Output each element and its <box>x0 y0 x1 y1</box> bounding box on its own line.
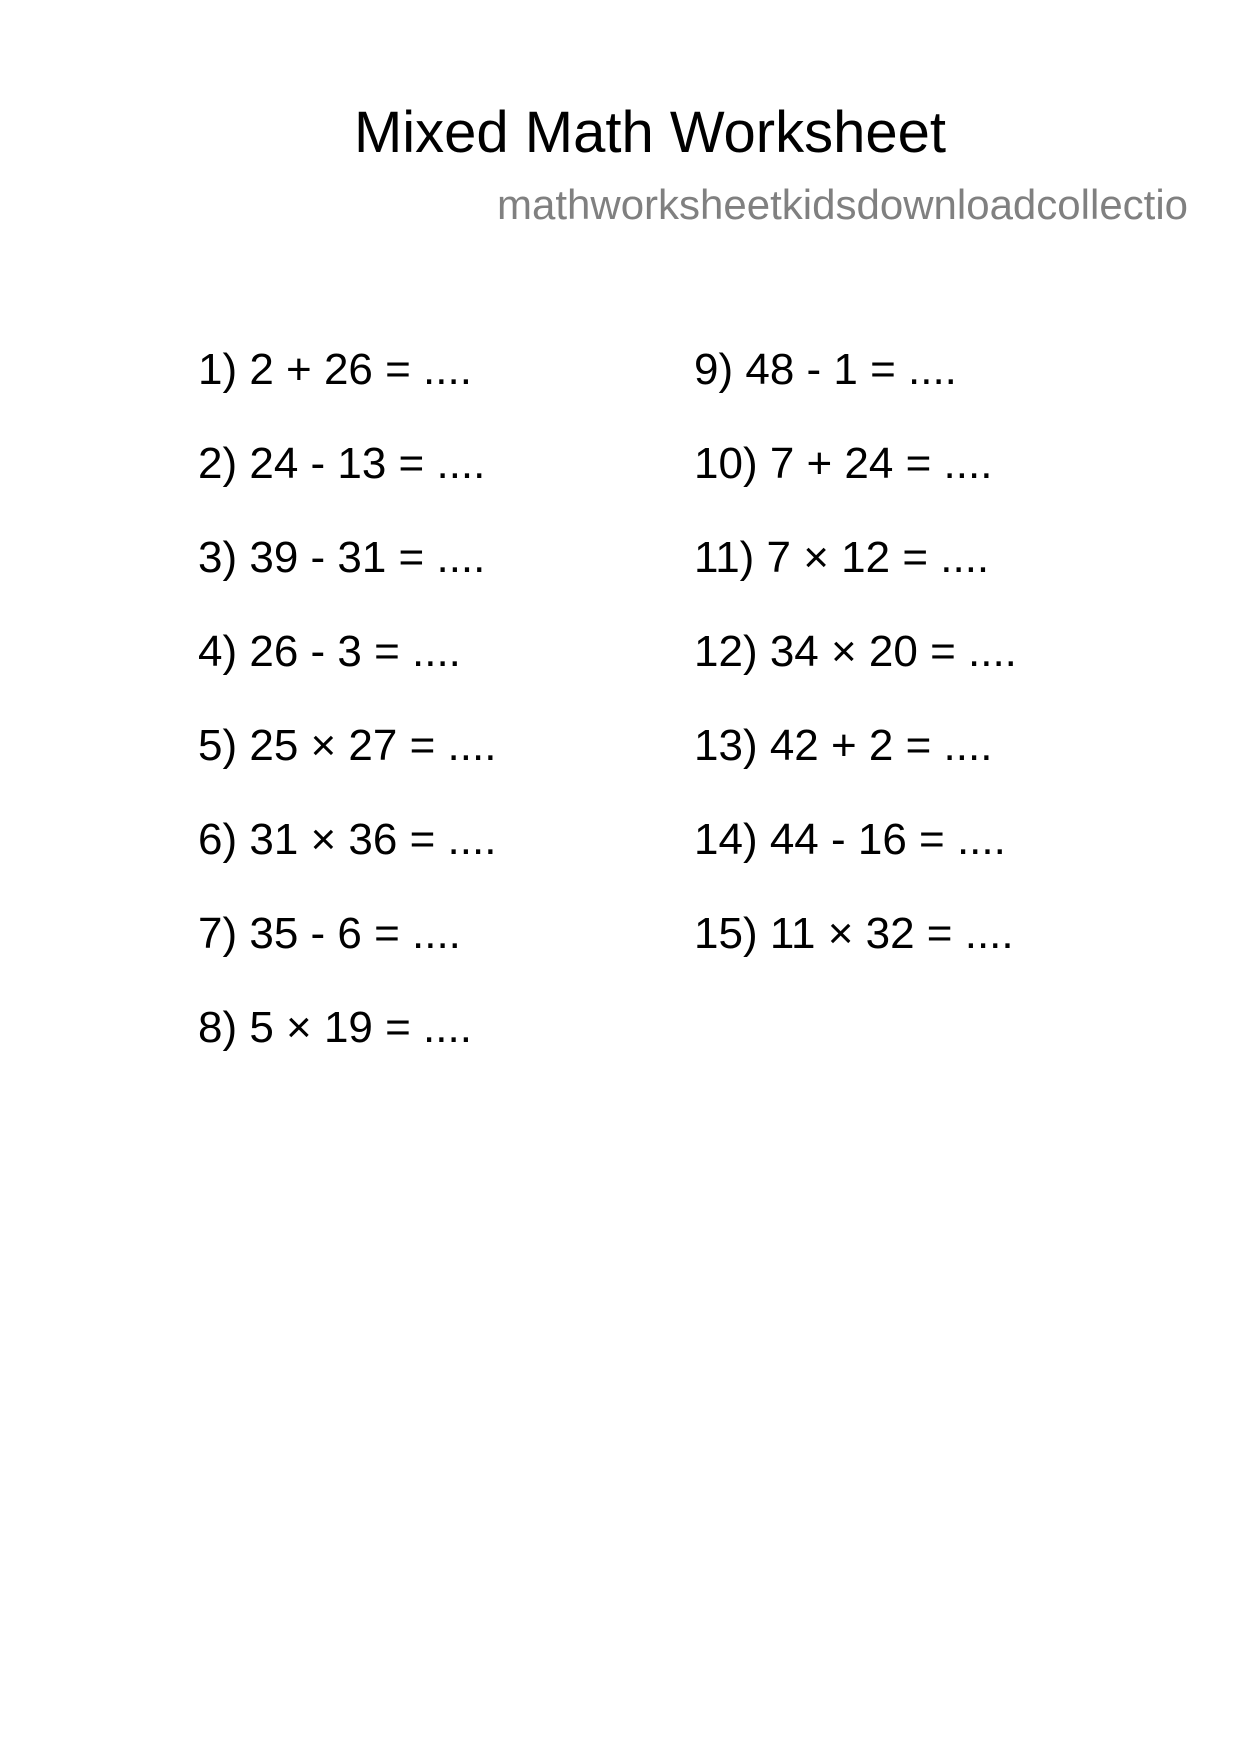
page-subtitle: mathworksheetkidsdownloadcollectio <box>497 181 1189 228</box>
page-title: Mixed Math Worksheet <box>353 100 947 165</box>
problem-list-right <box>694 344 1017 1002</box>
problem-item: 11) 7 × 12 = .... <box>694 533 990 582</box>
problem-item: 5) 25 × 27 = .... <box>198 721 497 770</box>
problem-item: 1) 2 + 26 = .... <box>198 345 472 394</box>
problem-item: 15) 11 × 32 = .... <box>694 909 1014 958</box>
problem-item: 10) 7 + 24 = .... <box>694 439 993 488</box>
problem-item: 12) 34 × 20 = .... <box>694 627 1017 676</box>
problem-item: 4) 26 - 3 = .... <box>198 627 461 676</box>
problem-item: 9) 48 - 1 = .... <box>694 345 957 394</box>
problem-item: 8) 5 × 19 = .... <box>198 1003 472 1052</box>
problem-item: 7) 35 - 6 = .... <box>198 909 461 958</box>
problem-item: 13) 42 + 2 = .... <box>694 721 993 770</box>
problem-item: 14) 44 - 16 = .... <box>694 815 1006 864</box>
problem-list-left <box>198 344 496 1096</box>
problem-item: 6) 31 × 36 = .... <box>198 815 497 864</box>
problem-item: 2) 24 - 13 = .... <box>198 439 486 488</box>
problem-item: 3) 39 - 31 = .... <box>198 533 486 582</box>
